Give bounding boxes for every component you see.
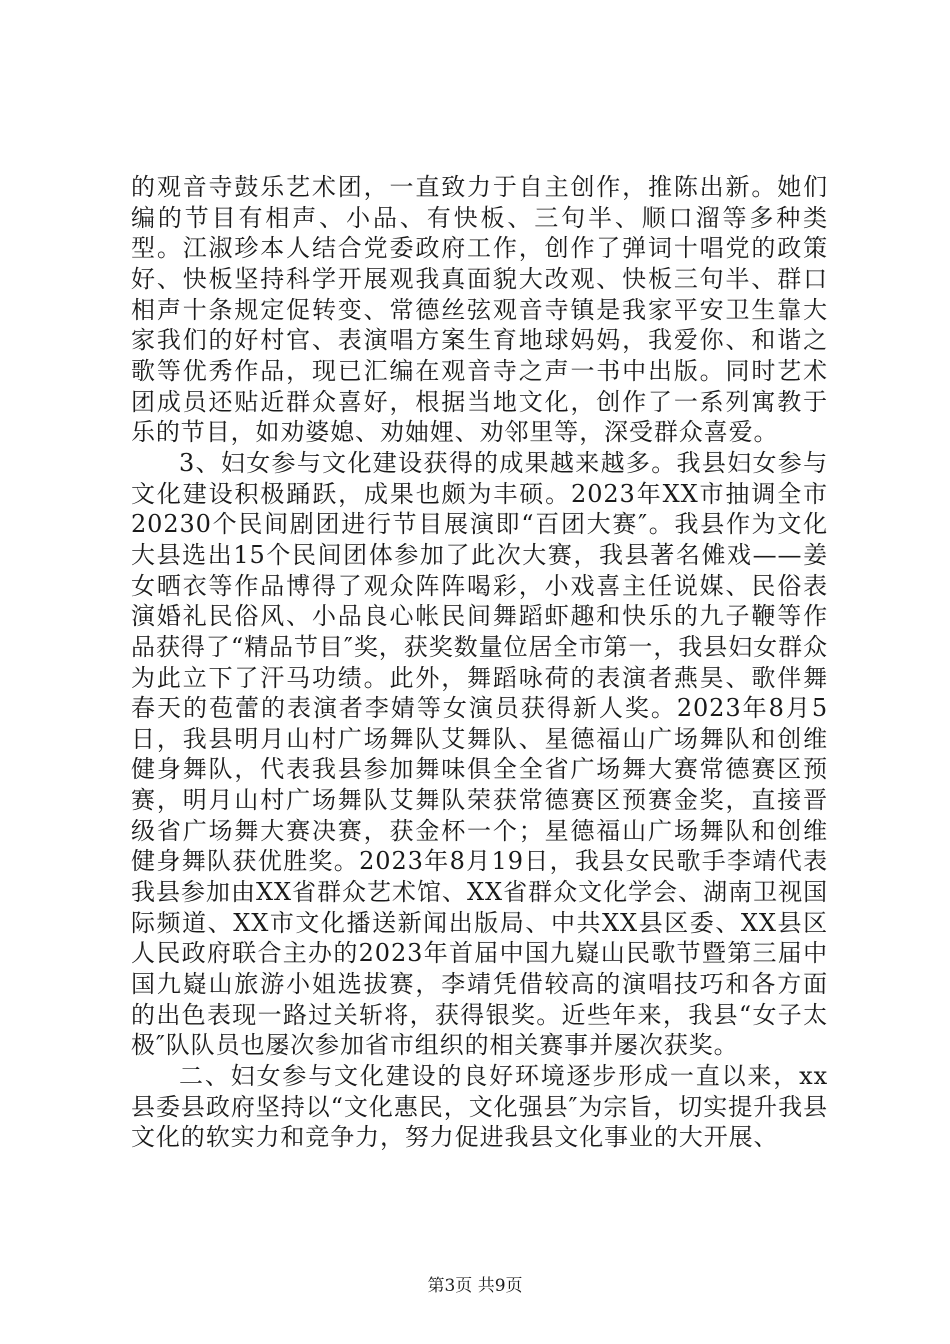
paragraph-1: 的观音寺鼓乐艺术团，一直致力于自主创作，推陈出新。她们编的节目有相声、小品、有快板、三句半、顺口溜等多种类型。江淑珍本人结合党委政府工作，创作了弹词十唱党的政策好、快板坚持科学开展观我真面貌大改观、快板三句半、群口相声十条规定促转变、常德丝弦观音寺镇是我家平安卫生靠大家我们的好村官、表演唱方案生育地球妈妈，我爱你、和谐之歌等优秀作品，现已汇编在观音寺之声一书中出版。同时艺术团成员还贴近群众喜好，根据当地文化，创作了一系列寓教于乐的节目，如劝婆媳、劝妯娌、劝邻里等，深受群众喜爱。 xyxy=(131,173,828,447)
body-text xyxy=(131,172,828,1153)
paragraph-3: 二、妇女参与文化建设的良好环境逐步形成一直以来，xx县委县政府坚持以“文化惠民，文化强县″为宗旨，切实提升我县文化的软实力和竞争力，努力促进我县文化事业的大开展、 xyxy=(131,1062,828,1152)
paragraph-2: 3、妇女参与文化建设获得的成果越来越多。我县妇女参与文化建设积极踊跃，成果也颇为丰硕。2023年XX市抽调全市20230个民间剧团进行节目展演即“百团大赛″。我县作为文化大县选出15个民间团体参加了此次大赛，我县著名傩戏——姜女晒衣等作品博得了观众阵阵喝彩，小戏喜主任说媒、民俗表演婚礼民俗风、小品良心帐民间舞蹈虾趣和快乐的九子鞭等作品获得了“精品节目″奖，获奖数量位居全市第一，我县妇女群众为此立下了汗马功绩。此外，舞蹈咏荷的表演者燕昊、歌伴舞春天的苞蕾的表演者李婧等女演员获得新人奖。2023年8月5日，我县明月山村广场舞队艾舞队、星德福山广场舞队和创维健身舞队，代表我县参加舞味俱全全省广场舞大赛常德赛区预赛，明月山村广场舞队艾舞队荣获常德赛区预赛金奖，直接晋级省广场舞大赛决赛，获金杯一个；星德福山广场舞队和创维健身舞队获优胜奖。2023年8月19日，我县女民歌手李靖代表我县参加由XX省群众艺术馆、XX省群众文化学会、湖南卫视国际频道、XX市文化播送新闻出版局、中共XX县区委、XX县区人民政府联合主办的2023年首届中国九嶷山民歌节暨第三届中国九嶷山旅游小姐选拔赛，李靖凭借较高的演唱技巧和各方面的出色表现一路过关斩将，获得银奖。近些年来，我县“女子太极″队队员也屡次参加省市组织的相关赛事并屡次获奖。 xyxy=(131,448,828,1060)
page-number: 第3页 共9页 xyxy=(427,1276,523,1296)
page-footer xyxy=(0,1271,950,1296)
